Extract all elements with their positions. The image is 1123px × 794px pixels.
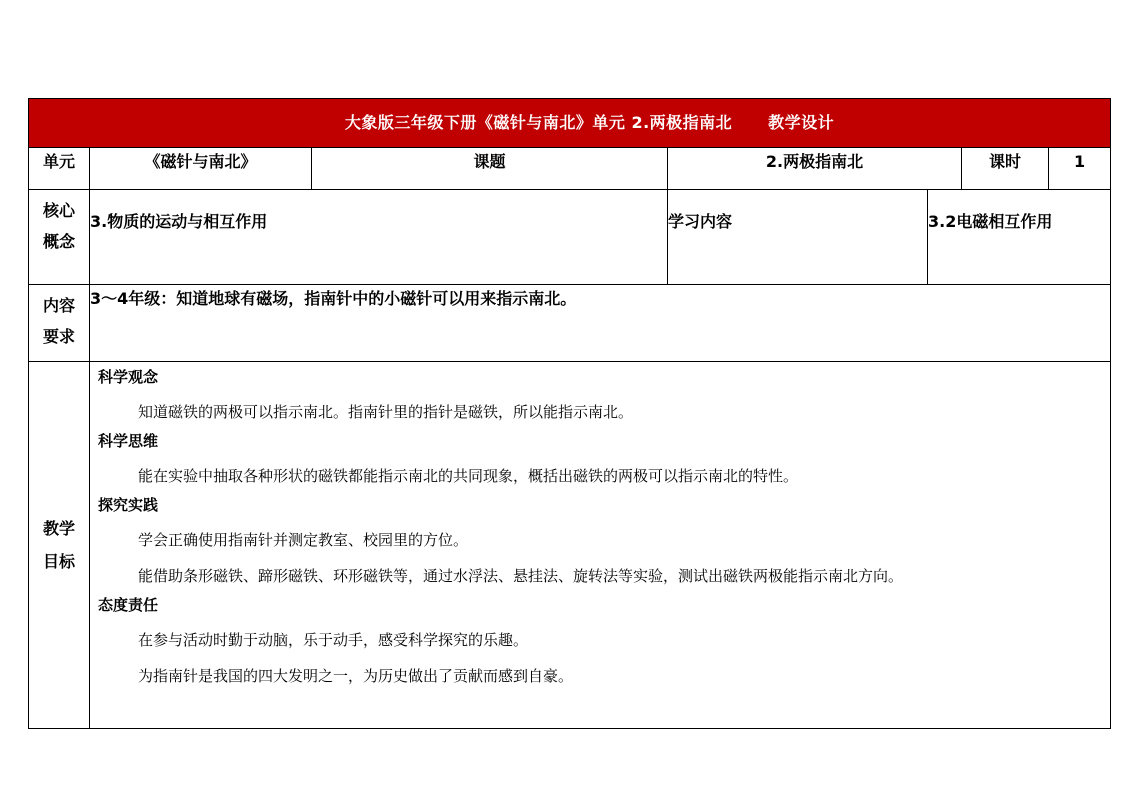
core-label [29, 190, 90, 285]
goal-line: 能借助条形磁铁、蹄形磁铁、环形磁铁等，通过水浮法、悬挂法、旋转法等实验，测试出磁铁两极能指示南北方向。 [138, 567, 904, 585]
unit-value: 《磁针与南北》 [90, 148, 312, 190]
title-suffix: 教学设计 [768, 113, 835, 133]
core-concept-row [29, 190, 1111, 285]
title-main: 大象版三年级下册《磁针与南北》单元 2.两极指南北 [344, 113, 733, 133]
goals-label [29, 362, 90, 729]
goals-label-line1: 教学 [42, 518, 75, 538]
goals-row [29, 362, 1111, 729]
requirement-label-line2: 要求 [42, 327, 75, 346]
goal-heading-attitude: 态度责任 [98, 596, 159, 614]
requirement-row [29, 285, 1111, 362]
goal-line: 在参与活动时勤于动脑，乐于动手，感受科学探究的乐趣。 [138, 631, 529, 649]
learning-label: 学习内容 [668, 190, 928, 285]
unit-label: 单元 [29, 148, 90, 190]
topic-value: 2.两极指南北 [668, 148, 962, 190]
goal-line: 学会正确使用指南针并测定教室、校园里的方位。 [138, 531, 469, 549]
goal-line: 知道磁铁的两极可以指示南北。指南针里的指针是磁铁，所以能指示南北。 [138, 403, 634, 421]
page-title [29, 99, 1111, 148]
requirement-label-line1: 内容 [42, 295, 75, 315]
period-value: 1 [1049, 148, 1111, 190]
topic-label: 课题 [312, 148, 668, 190]
core-label-line2: 概念 [42, 232, 75, 251]
info-row [29, 148, 1111, 190]
goals-label-line2: 目标 [42, 552, 75, 571]
goal-line: 能在实验中抽取各种形状的磁铁都能指示南北的共同现象，概括出磁铁的两极可以指示南北的特性。 [138, 467, 799, 485]
learning-value: 3.2电磁相互作用 [928, 190, 1111, 285]
period-label: 课时 [962, 148, 1049, 190]
goal-heading-practice: 探究实践 [98, 496, 159, 514]
lesson-plan-sheet [28, 98, 1110, 729]
requirement-value: 3～4年级：知道地球有磁场，指南针中的小磁针可以用来指示南北。 [90, 285, 1111, 362]
goals-content [90, 362, 1111, 729]
requirement-label [29, 285, 90, 362]
goal-line: 为指南针是我国的四大发明之一，为历史做出了贡献而感到自豪。 [138, 667, 574, 685]
goal-heading-concept: 科学观念 [98, 368, 159, 386]
lesson-plan-table [28, 98, 1111, 729]
core-value: 3.物质的运动与相互作用 [90, 190, 668, 285]
goal-heading-thinking: 科学思维 [98, 432, 159, 450]
title-row [29, 99, 1111, 148]
core-label-line1: 核心 [42, 200, 75, 220]
